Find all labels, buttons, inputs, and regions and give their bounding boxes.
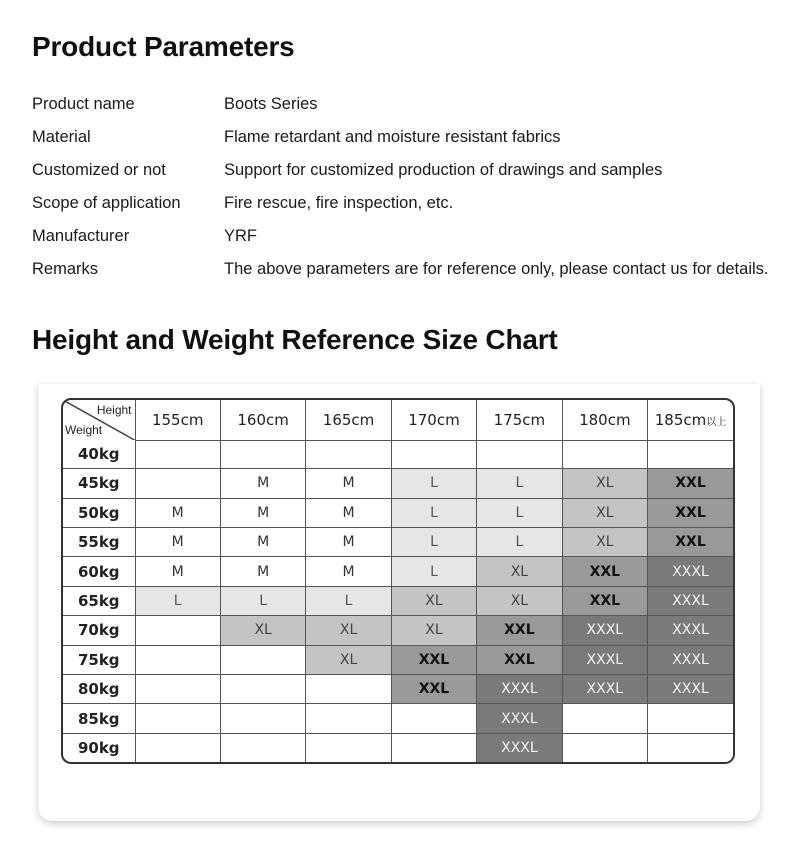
size-cell: XXXL (648, 557, 733, 586)
param-row (32, 88, 792, 121)
size-cell: XXL (391, 645, 476, 674)
size-cell: XXXL (477, 733, 562, 762)
size-cell (306, 704, 391, 733)
param-value: YRF (224, 227, 257, 245)
size-cell: XXXL (648, 586, 733, 615)
size-cell: XXL (562, 586, 647, 615)
size-cell: XL (562, 498, 647, 527)
height-value: 160cm (237, 410, 289, 429)
size-cell: XXL (562, 557, 647, 586)
size-cell: L (220, 586, 305, 615)
weight-row-75kg (63, 645, 733, 674)
weight-label: 90kg (63, 733, 135, 762)
size-cell: XL (220, 616, 305, 645)
size-cell (562, 733, 647, 762)
height-value: 155cm (151, 410, 204, 429)
size-cell (562, 704, 647, 733)
size-cell: M (135, 498, 220, 527)
size-cell (220, 733, 305, 762)
size-cell (220, 704, 305, 733)
size-cell (135, 733, 220, 762)
size-cell (306, 440, 391, 469)
weight-label: 70kg (63, 616, 135, 645)
weight-label: 45kg (63, 469, 135, 498)
param-name: Material (32, 128, 91, 146)
size-cell (135, 704, 220, 733)
size-cell (648, 704, 733, 733)
size-cell: XL (306, 645, 391, 674)
param-name: Manufacturer (32, 227, 130, 245)
param-name: Scope of application (32, 194, 181, 212)
param-row (32, 220, 792, 253)
size-cell: XXXL (562, 674, 647, 703)
size-cell: L (135, 586, 220, 615)
size-cell: L (477, 527, 562, 556)
param-row (32, 253, 792, 286)
size-cell: M (306, 527, 391, 556)
size-cell: XXL (477, 645, 562, 674)
height-header-160cm (220, 400, 305, 440)
weight-label: 65kg (63, 586, 135, 615)
param-value: Fire rescue, fire inspection, etc. (224, 194, 454, 212)
size-cell: M (135, 557, 220, 586)
size-cell: XXL (648, 527, 733, 556)
weight-row-45kg (63, 469, 733, 498)
size-cell (306, 674, 391, 703)
weight-label: 85kg (63, 704, 135, 733)
size-cell (220, 674, 305, 703)
height-value: 180cm (579, 410, 631, 429)
weight-label: 50kg (63, 498, 135, 527)
size-cell (135, 469, 220, 498)
height-header-180cm (562, 400, 647, 440)
size-cell: L (477, 498, 562, 527)
size-cell: XXL (648, 498, 733, 527)
size-cell: XL (477, 557, 562, 586)
param-name: Remarks (32, 260, 99, 278)
size-cell (391, 733, 476, 762)
height-header-175cm (477, 400, 562, 440)
height-header-185cm (648, 400, 733, 440)
size-cell: L (477, 469, 562, 498)
height-suffix: 以上 (706, 416, 727, 428)
size-cell: L (391, 469, 476, 498)
size-cell: L (391, 498, 476, 527)
weight-row-85kg (63, 704, 733, 733)
size-cell: XL (562, 469, 647, 498)
size-chart-table (61, 398, 735, 764)
size-cell: XXXL (477, 704, 562, 733)
weight-row-40kg (63, 440, 733, 469)
size-cell: M (306, 498, 391, 527)
size-cell (135, 440, 220, 469)
weight-row-55kg (63, 527, 733, 556)
weight-label: 75kg (63, 645, 135, 674)
size-cell (220, 645, 305, 674)
weight-row-50kg (63, 498, 733, 527)
size-cell (391, 440, 476, 469)
size-cell (648, 440, 733, 469)
height-header-row (63, 400, 733, 440)
param-name: Product name (32, 95, 135, 113)
size-cell (391, 704, 476, 733)
size-cell: L (391, 527, 476, 556)
param-value: The above parameters are for reference only, please contact us for details. (224, 260, 769, 278)
height-header-155cm (135, 400, 220, 440)
param-value: Support for customized production of drawings and samples (224, 161, 663, 179)
weight-label: 60kg (63, 557, 135, 586)
size-cell: M (220, 557, 305, 586)
height-value: 175cm (493, 410, 546, 429)
weight-label: 55kg (63, 527, 135, 556)
height-value: 170cm (408, 410, 460, 429)
size-cell: L (306, 586, 391, 615)
weight-label: 80kg (63, 674, 135, 703)
size-cell (477, 440, 562, 469)
size-cell: M (220, 498, 305, 527)
size-cell: XXXL (648, 674, 733, 703)
height-header-165cm (306, 400, 391, 440)
weight-row-70kg (63, 616, 733, 645)
size-cell: XXXL (477, 674, 562, 703)
height-value: 165cm (322, 410, 375, 429)
size-cell: XXL (391, 674, 476, 703)
size-cell: XXXL (562, 645, 647, 674)
size-cell (135, 674, 220, 703)
param-name: Customized or not (32, 161, 166, 179)
param-row (32, 187, 792, 220)
param-row (32, 121, 792, 154)
weight-label: 40kg (63, 440, 135, 469)
weight-axis-label: Weight (65, 423, 103, 437)
size-cell: XL (391, 586, 476, 615)
size-cell: XL (391, 616, 476, 645)
size-cell: XL (562, 527, 647, 556)
size-cell: M (135, 527, 220, 556)
size-cell: XXXL (648, 616, 733, 645)
size-cell: M (306, 557, 391, 586)
size-cell: XXXL (562, 616, 647, 645)
param-row (32, 154, 792, 187)
size-cell (562, 440, 647, 469)
height-axis-label: Height (96, 403, 132, 417)
size-cell: XXL (477, 616, 562, 645)
size-chart-body (63, 440, 733, 762)
height-value: 185cm (654, 410, 707, 429)
size-cell: M (306, 469, 391, 498)
size-cell (135, 645, 220, 674)
weight-row-65kg (63, 586, 733, 615)
size-cell: XL (477, 586, 562, 615)
weight-row-90kg (63, 733, 733, 762)
height-header-170cm (391, 400, 476, 440)
size-cell (648, 733, 733, 762)
size-cell: L (391, 557, 476, 586)
param-value: Flame retardant and moisture resistant fabrics (224, 128, 561, 146)
product-parameters-title: Product Parameters (32, 31, 295, 62)
size-chart-title: Height and Weight Reference Size Chart (32, 324, 558, 355)
parameters-list (32, 88, 792, 286)
size-cell: M (220, 527, 305, 556)
weight-row-60kg (63, 557, 733, 586)
weight-row-80kg (63, 674, 733, 703)
param-value: Boots Series (224, 95, 318, 113)
size-cell (220, 440, 305, 469)
table-corner-cell (63, 400, 135, 440)
size-cell (306, 733, 391, 762)
size-cell: XXL (648, 469, 733, 498)
size-cell: XL (306, 616, 391, 645)
size-cell: M (220, 469, 305, 498)
size-cell (135, 616, 220, 645)
size-cell: XXXL (648, 645, 733, 674)
